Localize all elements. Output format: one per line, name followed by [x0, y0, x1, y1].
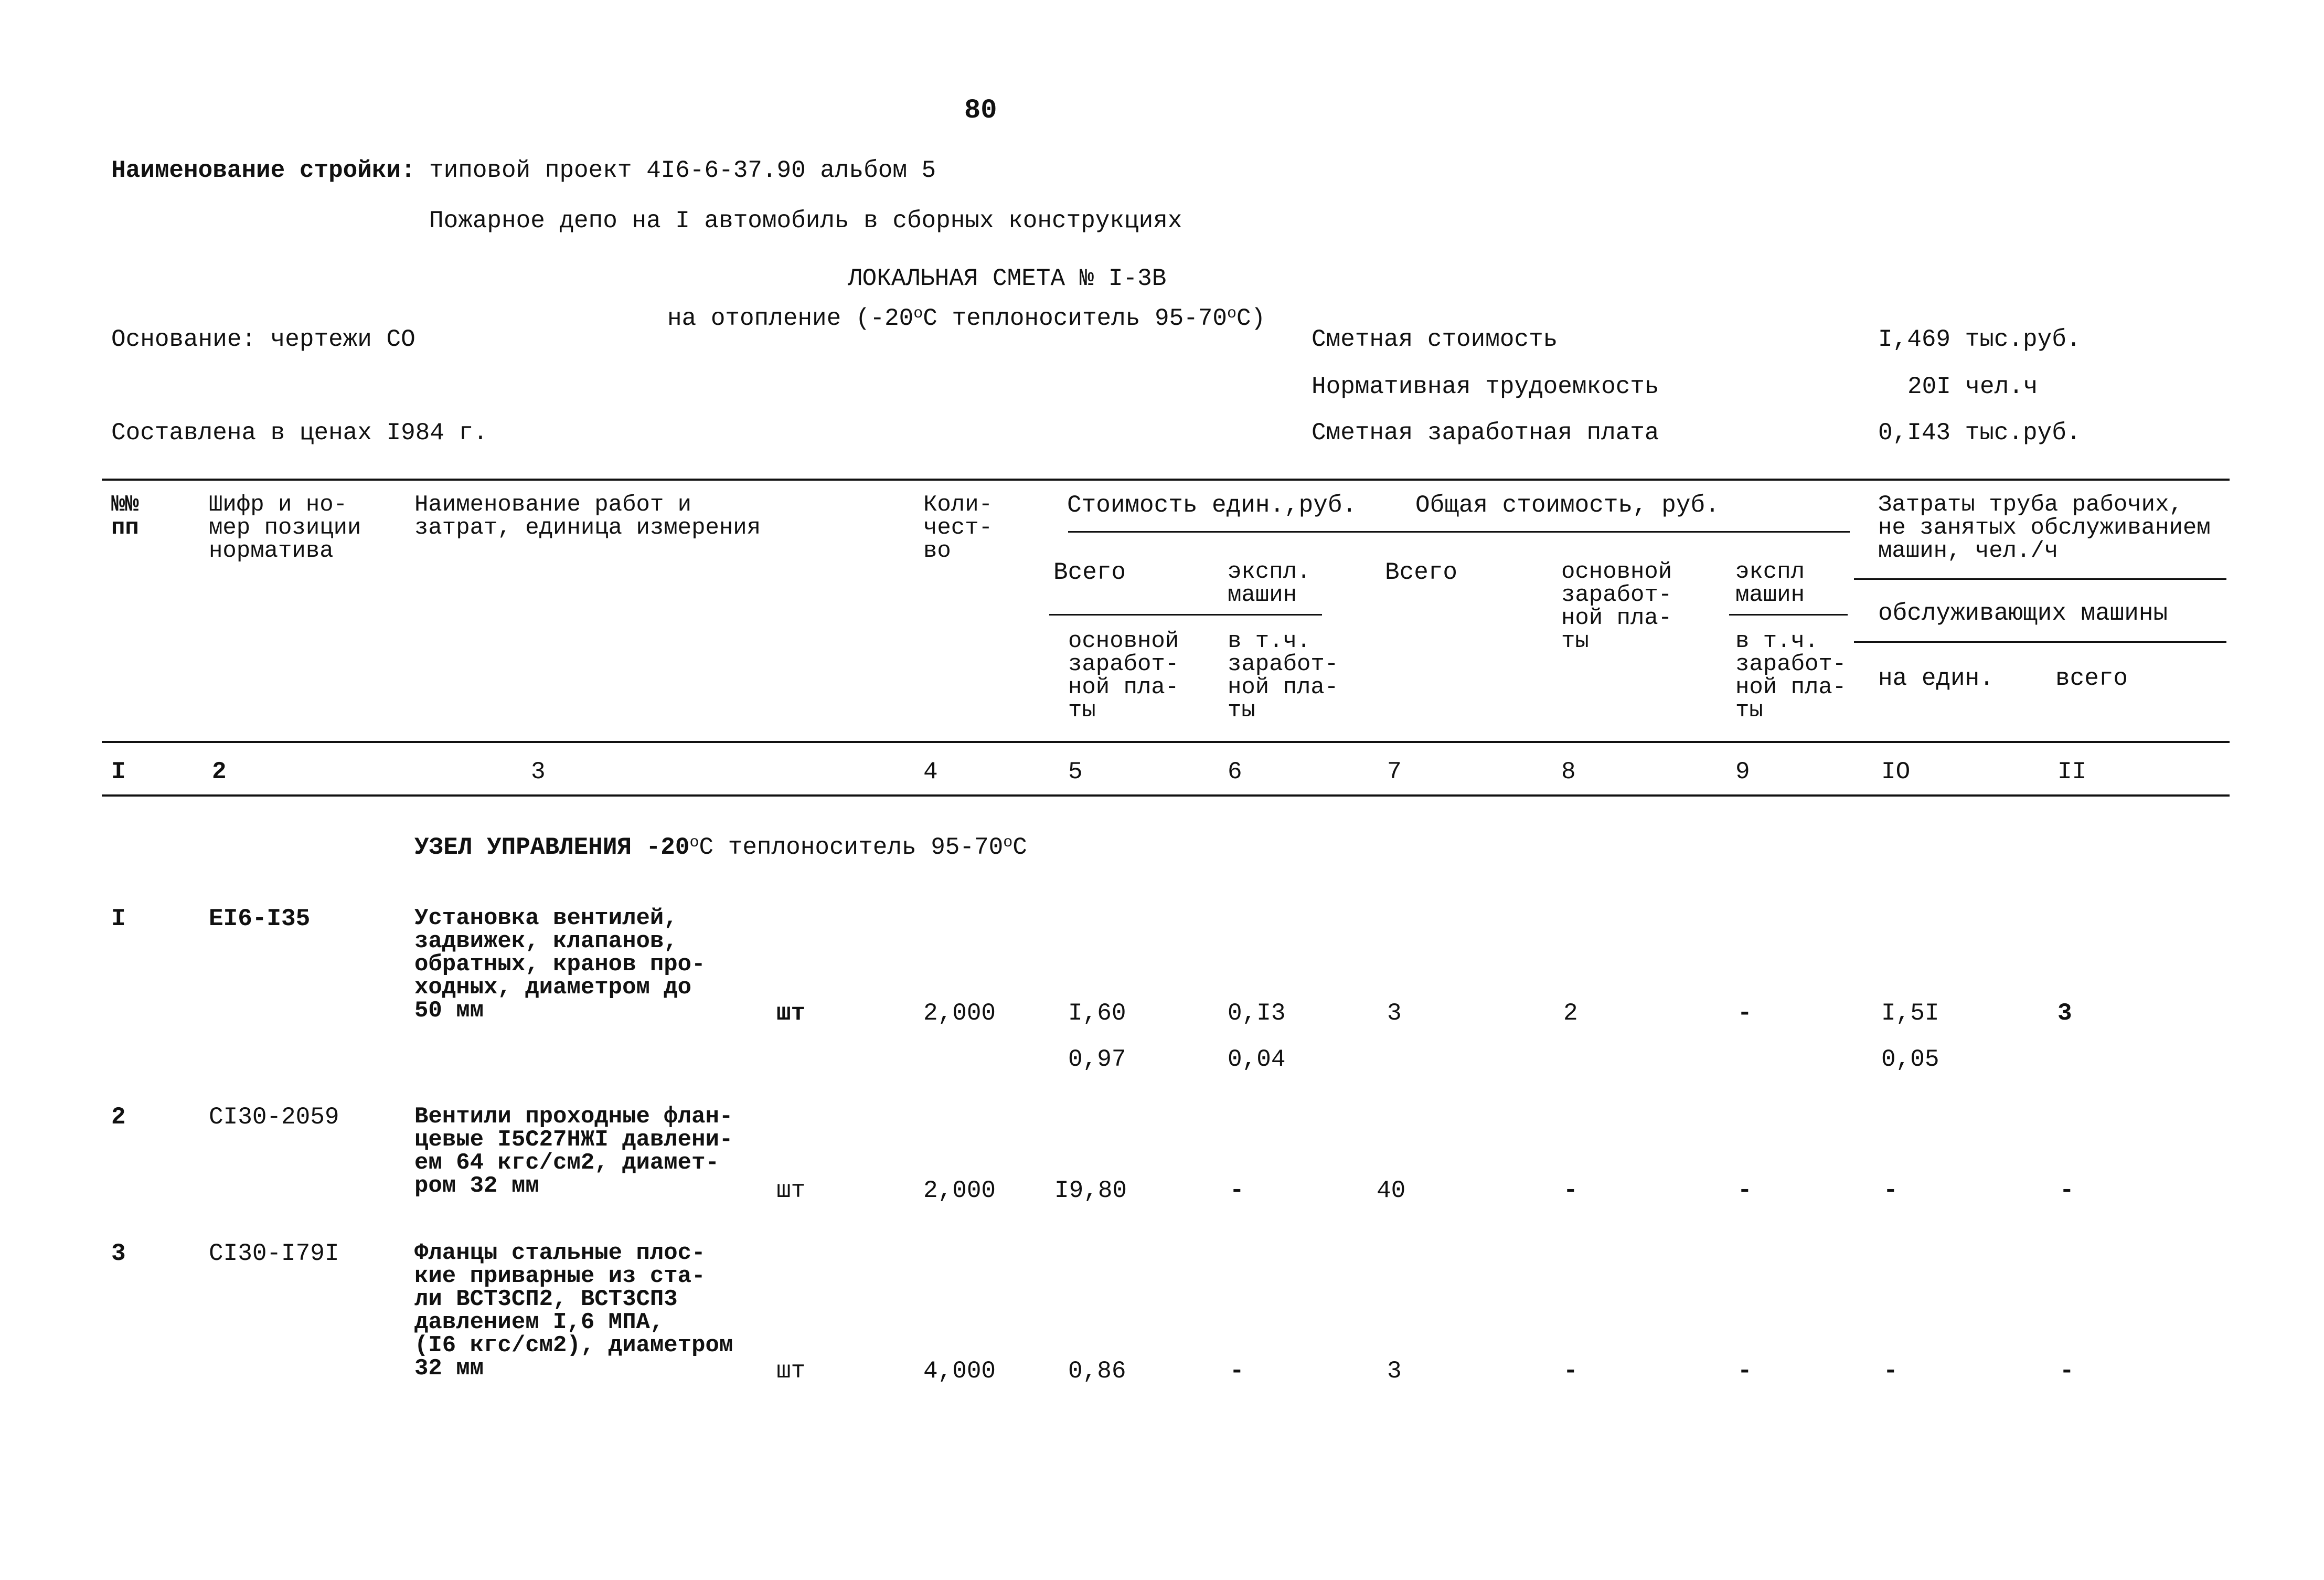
- row-c5: 0,86: [1068, 1358, 1126, 1385]
- col-header-labor-sub: обслуживающих машины: [1878, 600, 2168, 627]
- col-header-num: №№ пп: [111, 492, 139, 541]
- col-number-7: 7: [1387, 758, 1402, 786]
- row-c11: 3: [2058, 1000, 2072, 1027]
- row-c10: -: [1883, 1177, 1898, 1204]
- col-header-code: Шифр и но- мер позиции норматива: [209, 492, 361, 564]
- row-c5-wage: 0,97: [1068, 1046, 1126, 1073]
- summary-labor-label: Нормативная трудоемкость: [1312, 373, 1659, 400]
- summary-wage-value: 0,I43 тыс.руб.: [1878, 419, 2081, 447]
- col-header-5-top: Всего: [1053, 559, 1126, 586]
- labor-sub-rule: [1854, 641, 2226, 643]
- table-top-rule: [102, 479, 2230, 481]
- col-header-6-top: экспл. машин: [1228, 559, 1311, 608]
- col-header-8: основной заработ- ной пла- ты: [1561, 559, 1672, 654]
- estimate-title: ЛОКАЛЬНАЯ СМЕТА № I-3В: [848, 265, 1167, 292]
- col-number-9: 9: [1735, 758, 1750, 786]
- col-number-8: 8: [1561, 758, 1576, 786]
- row-num: 3: [111, 1240, 126, 1267]
- row-c8: -: [1563, 1177, 1578, 1204]
- col-group-unit-cost: Стоимость един.,руб.: [1067, 492, 1357, 519]
- row-c6-wage: 0,04: [1228, 1046, 1286, 1073]
- col-header-7: Всего: [1385, 559, 1458, 586]
- header-bottom-rule: [102, 741, 2230, 743]
- prices: Составлена в ценах I984 г.: [111, 419, 488, 447]
- row-unit: шт: [776, 1177, 806, 1204]
- row-c6: -: [1230, 1177, 1244, 1204]
- subtitle: Пожарное депо на I автомобиль в сборных конструкциях: [429, 207, 1182, 235]
- construction-label: Наименование стройки:: [111, 157, 415, 184]
- col-number-10: IO: [1881, 758, 1911, 786]
- col-header-9-bottom: в т.ч. заработ- ной пла- ты: [1735, 628, 1847, 724]
- row-name: Фланцы стальные плос- кие приварные из ста- ли ВСТ3СП2, ВСТ3СП3 давлением I,6 МПА, (I6 кгс/см2), диаметром 32 мм: [414, 1240, 733, 1382]
- numbers-bottom-rule: [102, 794, 2230, 797]
- col-header-6-bottom: в т.ч. заработ- ной пла- ты: [1228, 628, 1339, 724]
- col-group-total-cost: Общая стоимость, руб.: [1415, 492, 1720, 519]
- row-code: ЕI6-I35: [209, 905, 311, 932]
- row-unit: шт: [776, 1358, 806, 1385]
- col-number-5: 5: [1068, 758, 1083, 786]
- row-qty: 4,000: [923, 1358, 996, 1385]
- col9-sub-rule: [1729, 614, 1848, 616]
- col-number-4: 4: [923, 758, 938, 786]
- row-c7: 3: [1387, 1000, 1402, 1027]
- col-number-2: 2: [212, 758, 227, 786]
- summary-wage-label: Сметная заработная плата: [1312, 419, 1659, 447]
- row-c7: 3: [1387, 1358, 1402, 1385]
- row-c9: -: [1737, 1000, 1752, 1027]
- row-c11: -: [2060, 1177, 2074, 1204]
- basis: Основание: чертежи СО: [111, 326, 415, 353]
- row-c10: -: [1883, 1358, 1898, 1385]
- row-qty: 2,000: [923, 1000, 996, 1027]
- heating-line: на отопление ($-20^оС$ теплоноситель $95-70^оС$): [667, 305, 1266, 332]
- col-number-6: 6: [1228, 758, 1242, 786]
- row-c6: -: [1230, 1358, 1244, 1385]
- row-c10: I,5I: [1881, 1000, 1939, 1027]
- col-header-9-top: экспл машин: [1735, 559, 1805, 608]
- page-number: 80: [964, 95, 997, 126]
- col-number-3: 3: [531, 758, 546, 786]
- summary-cost-label: Сметная стоимость: [1312, 326, 1558, 353]
- row-num: 2: [111, 1104, 126, 1131]
- row-c8: 2: [1563, 1000, 1578, 1027]
- row-c8: -: [1563, 1358, 1578, 1385]
- row-c5: I9,80: [1054, 1177, 1127, 1204]
- row-num: I: [111, 905, 126, 932]
- col-group-labor: Затраты труба рабочих, не занятых обслуживанием машин, чел./ч: [1878, 492, 2211, 564]
- summary-cost-value: I,469 тыс.руб.: [1878, 326, 2081, 353]
- labor-group-rule: [1854, 578, 2226, 580]
- row-c6: 0,I3: [1228, 1000, 1286, 1027]
- col-header-11: всего: [2055, 665, 2128, 692]
- summary-labor-value: 20I чел.ч: [1907, 373, 2038, 400]
- section-title: УЗЕЛ УПРАВЛЕНИЯ $-20^оС$ теплоноситель $95-70^оС$: [414, 834, 1027, 861]
- construction-value: типовой проект 4I6-6-37.90 альбом 5: [429, 157, 936, 184]
- row-code: СI30-I79I: [209, 1240, 339, 1267]
- col-number-1: I: [111, 758, 126, 786]
- row-c9: -: [1737, 1177, 1752, 1204]
- unit-cost-sub-rule: [1049, 614, 1322, 616]
- row-c5: I,60: [1068, 1000, 1126, 1027]
- col-header-name: Наименование работ и затрат, единица измерения: [414, 492, 761, 541]
- col-header-5-bottom: основной заработ- ной пла- ты: [1068, 628, 1179, 724]
- row-code: СI30-2059: [209, 1104, 339, 1131]
- row-c9: -: [1737, 1358, 1752, 1385]
- row-c11: -: [2060, 1358, 2074, 1385]
- row-name: Установка вентилей, задвижек, клапанов, обратных, кранов про- ходных, диаметром до 50 мм: [414, 905, 706, 1024]
- row-name: Вентили проходные флан- цевые I5С27НЖI давлени- ем 64 кгс/см2, диамет- ром 32 мм: [414, 1104, 733, 1199]
- row-qty: 2,000: [923, 1177, 996, 1204]
- col-header-qty: Коли- чест- во: [923, 492, 993, 564]
- row-c7: 40: [1377, 1177, 1406, 1204]
- col-header-10: на един.: [1878, 665, 1994, 692]
- cost-group-rule: [1068, 531, 1850, 533]
- row-c10-machines: 0,05: [1881, 1046, 1939, 1073]
- row-unit: шт: [776, 1000, 806, 1027]
- col-number-11: II: [2058, 758, 2087, 786]
